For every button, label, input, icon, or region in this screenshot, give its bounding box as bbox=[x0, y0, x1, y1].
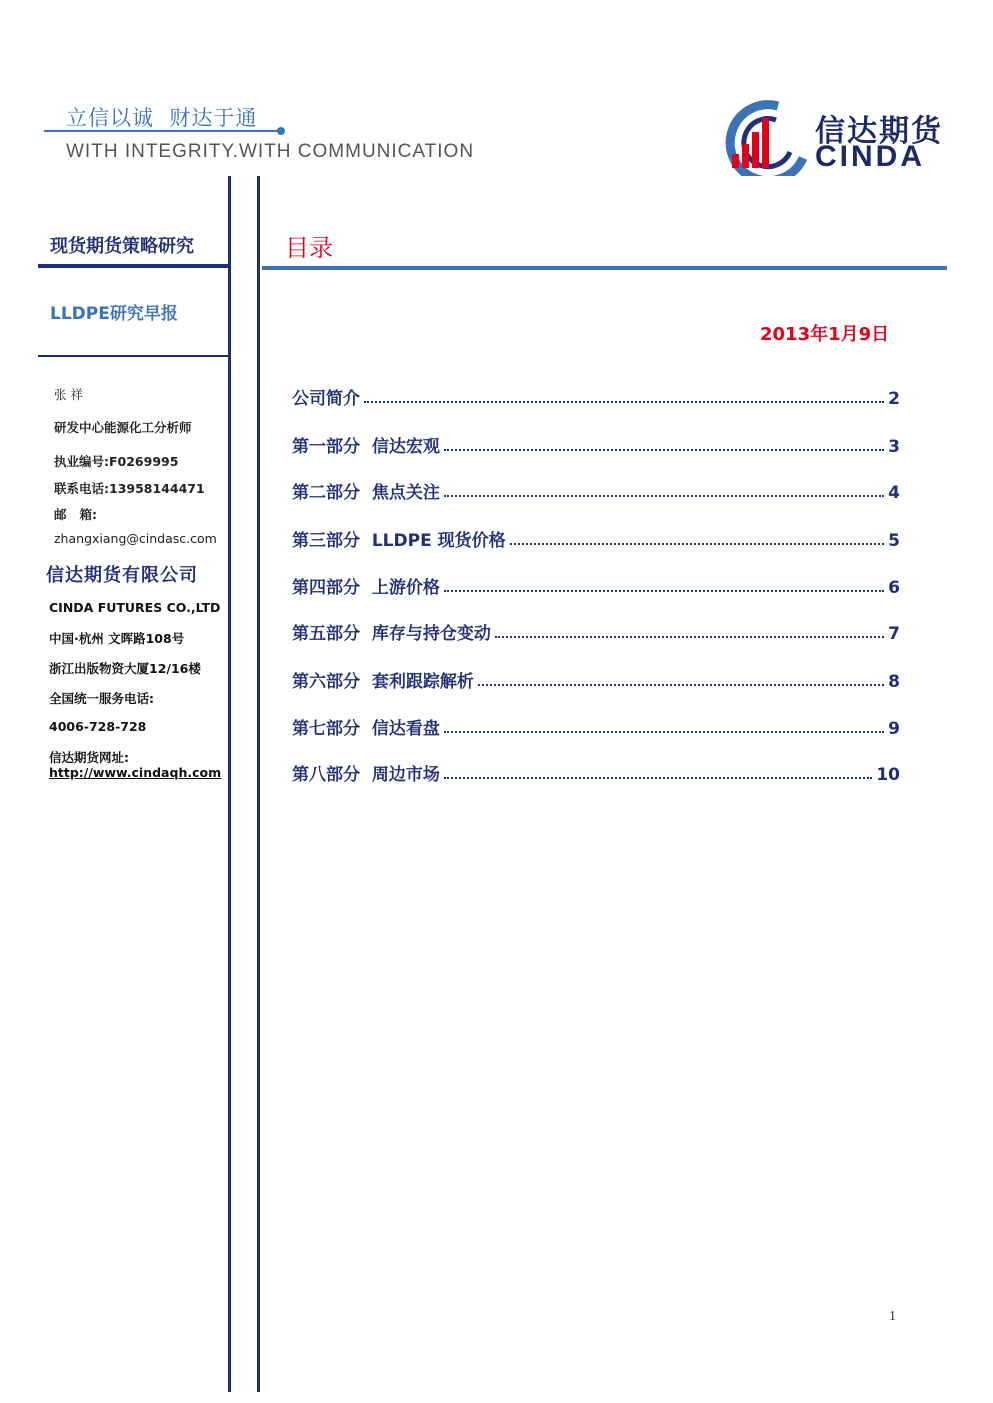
toc-entry-label: 公司简介 bbox=[292, 389, 360, 409]
toc-heading: 目录 bbox=[285, 234, 333, 262]
toc-leader bbox=[510, 543, 885, 545]
analyst-phone: 联系电话:13958144471 bbox=[54, 481, 205, 496]
toc-entry[interactable] bbox=[292, 479, 900, 503]
toc-leader bbox=[444, 731, 884, 733]
report-date: 2013年1月9日 bbox=[760, 324, 890, 345]
toc-entry-page: 8 bbox=[888, 672, 900, 692]
hotline-number: 4006-728-728 bbox=[49, 719, 147, 734]
toc-entry-page: 5 bbox=[888, 531, 900, 551]
sidebar-divider-left bbox=[228, 176, 231, 1392]
toc-entry-label: 第四部分 上游价格 bbox=[292, 578, 440, 598]
logo-english-text: CINDA bbox=[815, 140, 925, 173]
toc-entry-page: 9 bbox=[888, 719, 900, 739]
toc-entry[interactable] bbox=[292, 574, 900, 598]
toc-entry-page: 7 bbox=[888, 624, 900, 644]
toc-entry-page: 2 bbox=[888, 389, 900, 409]
slogan-underline bbox=[44, 130, 282, 132]
hotline-label: 全国统一服务电话: bbox=[49, 691, 154, 706]
toc-entry[interactable] bbox=[292, 668, 900, 692]
toc-leader bbox=[444, 777, 872, 779]
toc-entry-label: 第七部分 信达看盘 bbox=[292, 719, 440, 739]
toc-entry[interactable] bbox=[292, 433, 900, 457]
toc-entry-label: 第五部分 库存与持仓变动 bbox=[292, 624, 491, 644]
toc-leader bbox=[364, 401, 884, 403]
toc-entry-page: 10 bbox=[876, 765, 900, 785]
toc-entry-label: 第一部分 信达宏观 bbox=[292, 437, 440, 457]
toc-entry[interactable] bbox=[292, 715, 900, 739]
toc-leader bbox=[495, 636, 884, 638]
toc-leader bbox=[444, 449, 884, 451]
company-address-line2: 浙江出版物资大厦12/16楼 bbox=[49, 661, 201, 676]
toc-entry-page: 4 bbox=[888, 483, 900, 503]
sidebar-divider-right bbox=[257, 176, 260, 1392]
slogan-english: WITH INTEGRITY.WITH COMMUNICATION bbox=[66, 141, 475, 162]
analyst-name: 张 祥 bbox=[54, 387, 83, 402]
sidebar-rule-thin bbox=[38, 355, 228, 357]
website-link[interactable]: http://www.cindaqh.com bbox=[49, 765, 222, 780]
toc-leader bbox=[478, 684, 884, 686]
toc-entry-label: 第六部分 套利跟踪解析 bbox=[292, 672, 474, 692]
slogan-chinese: 立信以诚 财达于通 bbox=[66, 106, 258, 130]
analyst-email[interactable]: zhangxiang@cindasc.com bbox=[54, 531, 217, 546]
analyst-role: 研发中心能源化工分析师 bbox=[54, 420, 192, 435]
report-name: LLDPE研究早报 bbox=[50, 304, 178, 324]
slogan-dot bbox=[277, 127, 285, 135]
toc-entry[interactable] bbox=[292, 620, 900, 644]
toc-entry[interactable] bbox=[292, 385, 900, 409]
company-english-name: CINDA FUTURES CO.,LTD bbox=[49, 600, 221, 615]
logo-chinese-text: 信达期货 bbox=[815, 114, 943, 149]
toc-leader bbox=[444, 495, 884, 497]
toc-entry[interactable] bbox=[292, 527, 900, 551]
email-label: 邮 箱: bbox=[54, 507, 98, 522]
main-rule bbox=[262, 266, 947, 270]
toc-entry-page: 6 bbox=[888, 578, 900, 598]
toc-entry-label: 第三部分 LLDPE 现货价格 bbox=[292, 531, 506, 551]
toc-entry[interactable] bbox=[292, 761, 900, 785]
toc-entry-label: 第八部分 周边市场 bbox=[292, 765, 440, 785]
company-address-line1: 中国·杭州 文晖路108号 bbox=[49, 631, 185, 646]
page-number: 1 bbox=[889, 1309, 896, 1324]
sidebar-rule bbox=[38, 264, 228, 268]
sidebar-title: 现货期货策略研究 bbox=[50, 236, 194, 257]
analyst-license: 执业编号:F0269995 bbox=[54, 454, 179, 469]
website-label: 信达期货网址: bbox=[49, 750, 129, 765]
company-name: 信达期货有限公司 bbox=[46, 565, 198, 586]
toc-entry-label: 第二部分 焦点关注 bbox=[292, 483, 440, 503]
toc-leader bbox=[444, 590, 884, 592]
toc-entry-page: 3 bbox=[888, 437, 900, 457]
